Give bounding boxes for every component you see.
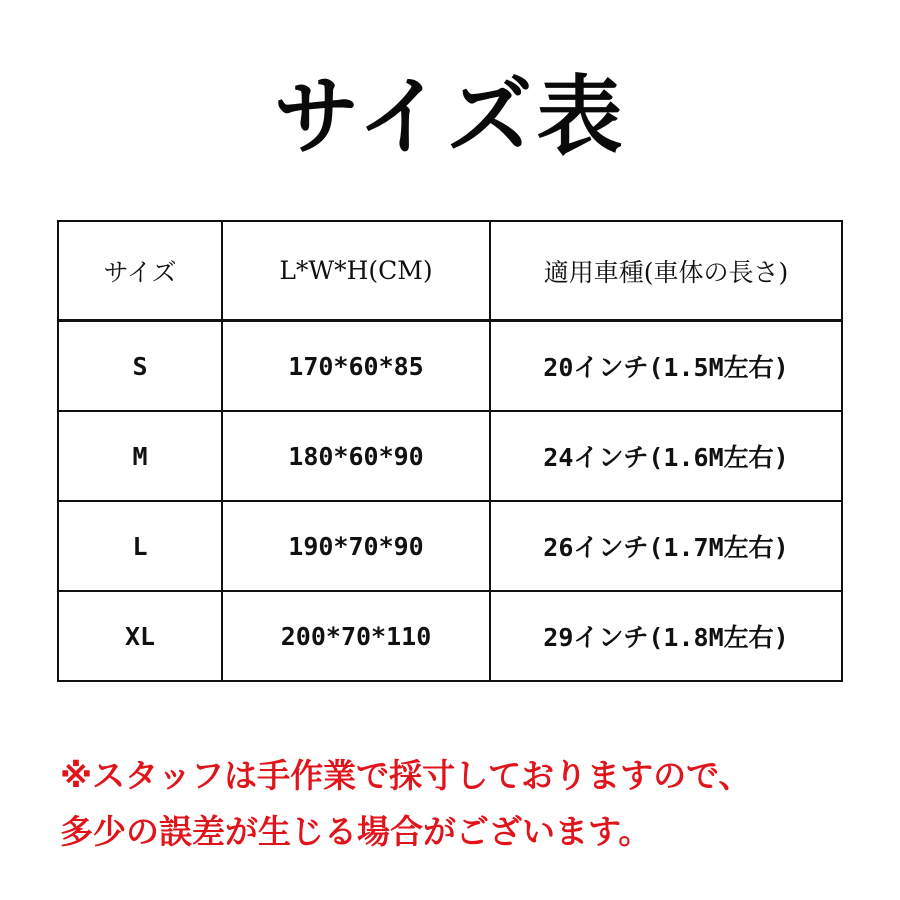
page-title: サイズ表 — [273, 66, 627, 167]
cell-size: M — [58, 411, 222, 501]
cell-size: S — [58, 321, 222, 412]
header-size: サイズ — [58, 221, 222, 321]
table-row — [58, 321, 842, 412]
header-applicable-model: 適用車種(車体の長さ) — [490, 221, 842, 321]
cell-applicable-model: 20インチ(1.5M左右) — [490, 321, 842, 412]
cell-applicable-model: 26インチ(1.7M左右) — [490, 501, 842, 591]
disclaimer-note — [60, 748, 860, 860]
header-dimensions: L*W*H(CM) — [222, 221, 490, 321]
cell-dimensions: 200*70*110 — [222, 591, 490, 681]
table-row — [58, 591, 842, 681]
cell-dimensions: 180*60*90 — [222, 411, 490, 501]
cell-size: XL — [58, 591, 222, 681]
cell-dimensions: 190*70*90 — [222, 501, 490, 591]
disclaimer-line-2: 多少の誤差が生じる場合がございます。 — [60, 812, 652, 851]
table-row — [58, 501, 842, 591]
table-header-row — [58, 221, 842, 321]
cell-applicable-model: 29インチ(1.8M左右) — [490, 591, 842, 681]
cell-size: L — [58, 501, 222, 591]
size-table — [57, 220, 843, 682]
table-row — [58, 411, 842, 501]
disclaimer-line-1: ※スタッフは手作業で採寸しておりますので、 — [60, 756, 752, 795]
cell-dimensions: 170*60*85 — [222, 321, 490, 412]
cell-applicable-model: 24インチ(1.6M左右) — [490, 411, 842, 501]
